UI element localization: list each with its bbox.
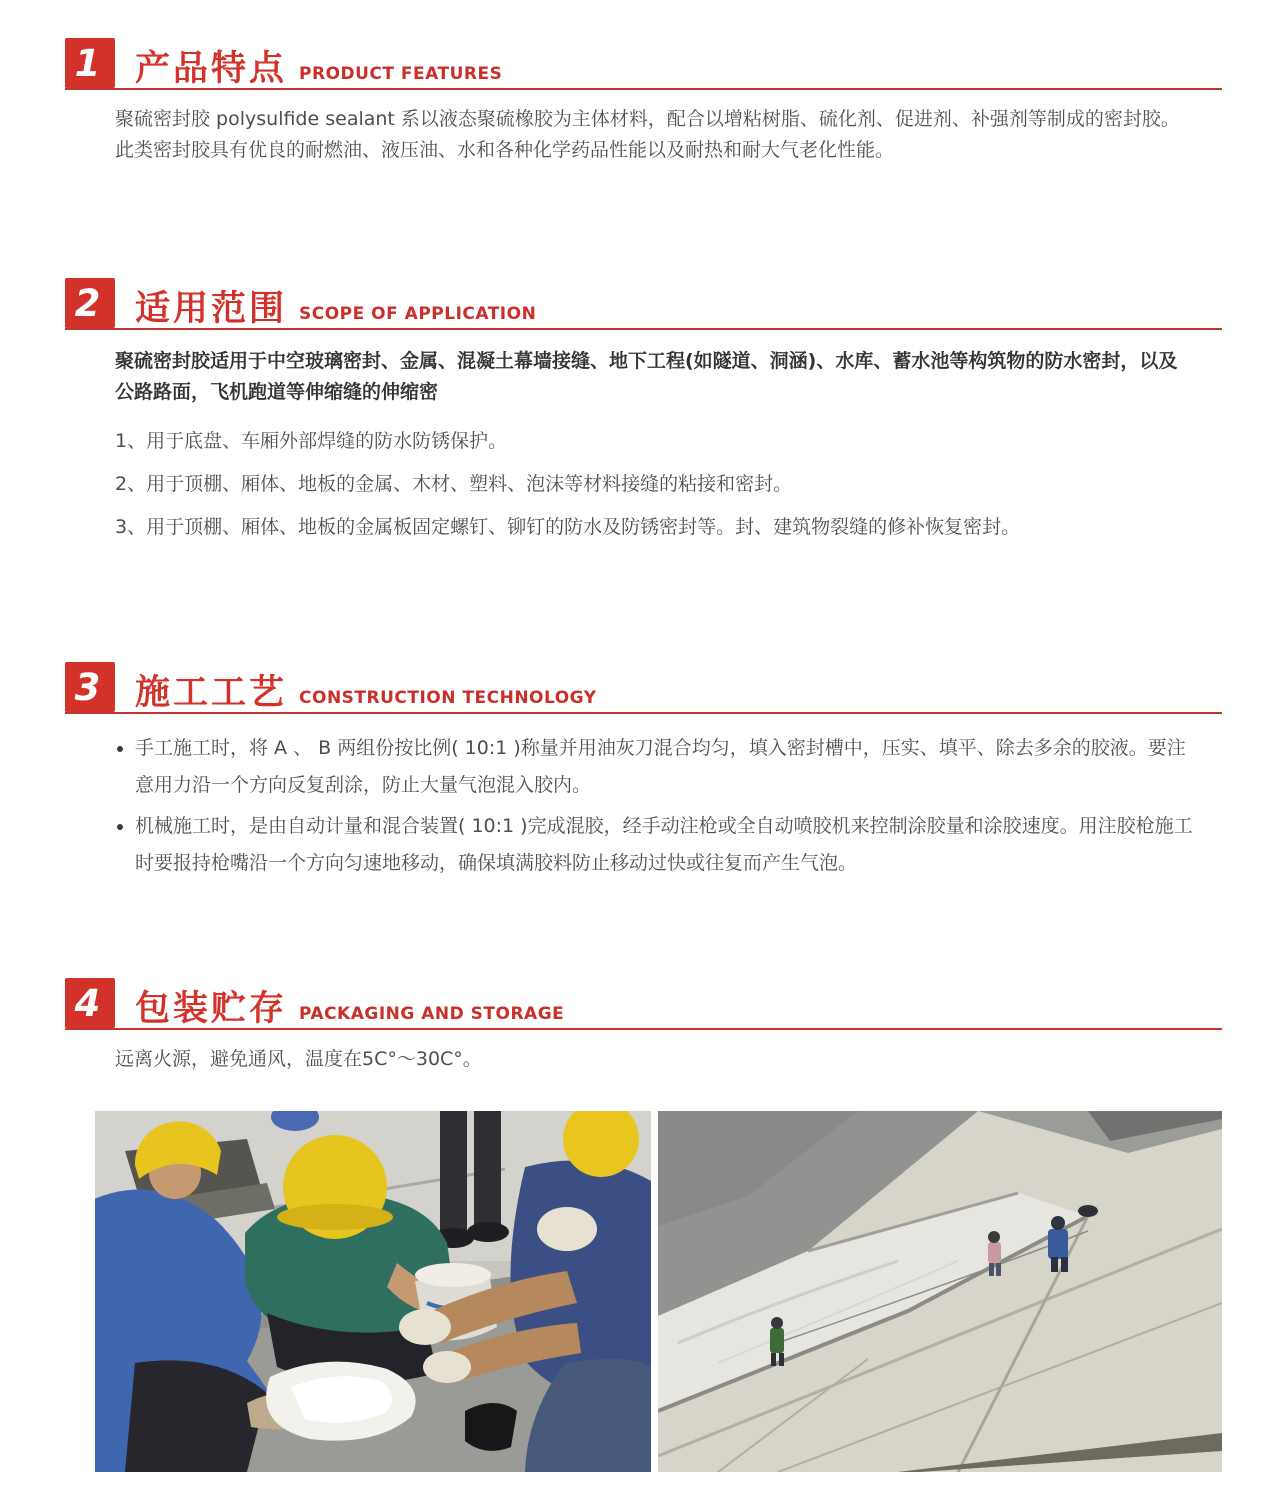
section-construction-technology: [65, 662, 1222, 882]
bullet-text: 手工施工时，将 A 、 B 两组份按比例( 10:1 )称量并用油灰刀混合均匀，填入密封槽中，压实、填平、除去多余的胶液。要注意用力沿一个方向反复刮涂，防止大量气泡混入胶内。: [135, 737, 1186, 796]
section-title-en: CONSTRUCTION TECHNOLOGY: [299, 688, 597, 708]
list-item: 3、用于顶棚、厢体、地板的金属板固定螺钉、铆钉的防水及防锈密封等。封、建筑物裂缝的修补恢复密封。: [115, 516, 1021, 538]
section-title-cn: 施工工艺: [135, 673, 288, 713]
bullet-dot-icon: [117, 824, 123, 830]
section-title-cn: 产品特点: [135, 49, 288, 89]
list-item: 2、用于顶棚、厢体、地板的金属、木材、塑料、泡沫等材料接缝的粘接和密封。: [115, 473, 793, 495]
scope-numbered-list: [115, 424, 1190, 544]
section-header-3: [65, 662, 1222, 714]
bullet-text: 机械施工时，是由自动计量和混合装置( 10:1 )完成混胶，经手动注枪或全自动喷胶机来控制涂胶量和涂胶速度。用注胶枪施工时要报持枪嘴沿一个方向匀速地移动，确保填满胶料防止移动过快或往复而产生气泡。: [135, 815, 1193, 874]
scope-lead-paragraph: 聚硫密封胶适用于中空玻璃密封、金属、混凝土幕墙接缝、地下工程(如隧道、洞涵)、水库、蓄水池等构筑物的防水密封，以及公路路面，飞机跑道等伸缩缝的伸缩密: [115, 350, 1178, 403]
section-header-4: [65, 978, 1222, 1030]
workers-mixing-sealant-illustration: [95, 1111, 651, 1472]
section-header-1: [65, 38, 1222, 90]
section-scope-of-application: [65, 278, 1222, 544]
dam-slope-illustration: [658, 1111, 1222, 1472]
photo-workers-mixing-sealant: [95, 1111, 651, 1472]
photo-concrete-dam-slope-workers: [658, 1111, 1222, 1472]
bullet-item: [117, 808, 1195, 882]
section-number-badge: 2: [65, 278, 115, 328]
features-paragraph: 聚硫密封胶 polysulfide sealant 系以液态聚硫橡胶为主体材料，配合以增粘树脂、硫化剂、促进剂、补强剂等制成的密封胶。此类密封胶具有优良的耐燃油、液压油、水和各种化学药品性能以及耐热和耐大气老化性能。: [115, 108, 1180, 161]
list-item: 1、用于底盘、车厢外部焊缝的防水防锈保护。: [115, 430, 508, 452]
construction-bullet-list: [117, 730, 1195, 882]
bullet-item: [117, 730, 1195, 804]
section-number-badge: 4: [65, 978, 115, 1028]
section-title-en: PRODUCT FEATURES: [299, 64, 503, 84]
section-title-cn: 适用范围: [135, 289, 288, 329]
section-title-en: SCOPE OF APPLICATION: [299, 304, 537, 324]
section-header-2: [65, 278, 1222, 330]
photo-gallery: [95, 1111, 1222, 1472]
section-number-badge: 1: [65, 38, 115, 88]
bullet-dot-icon: [117, 746, 123, 752]
section-product-features: [65, 0, 1222, 166]
section-title-en: PACKAGING AND STORAGE: [299, 1004, 565, 1024]
section-packaging-and-storage: [65, 978, 1222, 1075]
section-title-cn: 包装贮存: [135, 989, 288, 1029]
section-number-badge: 3: [65, 662, 115, 712]
storage-paragraph: 远离火源，避免通风，温度在5C°～30C°。: [115, 1048, 482, 1070]
